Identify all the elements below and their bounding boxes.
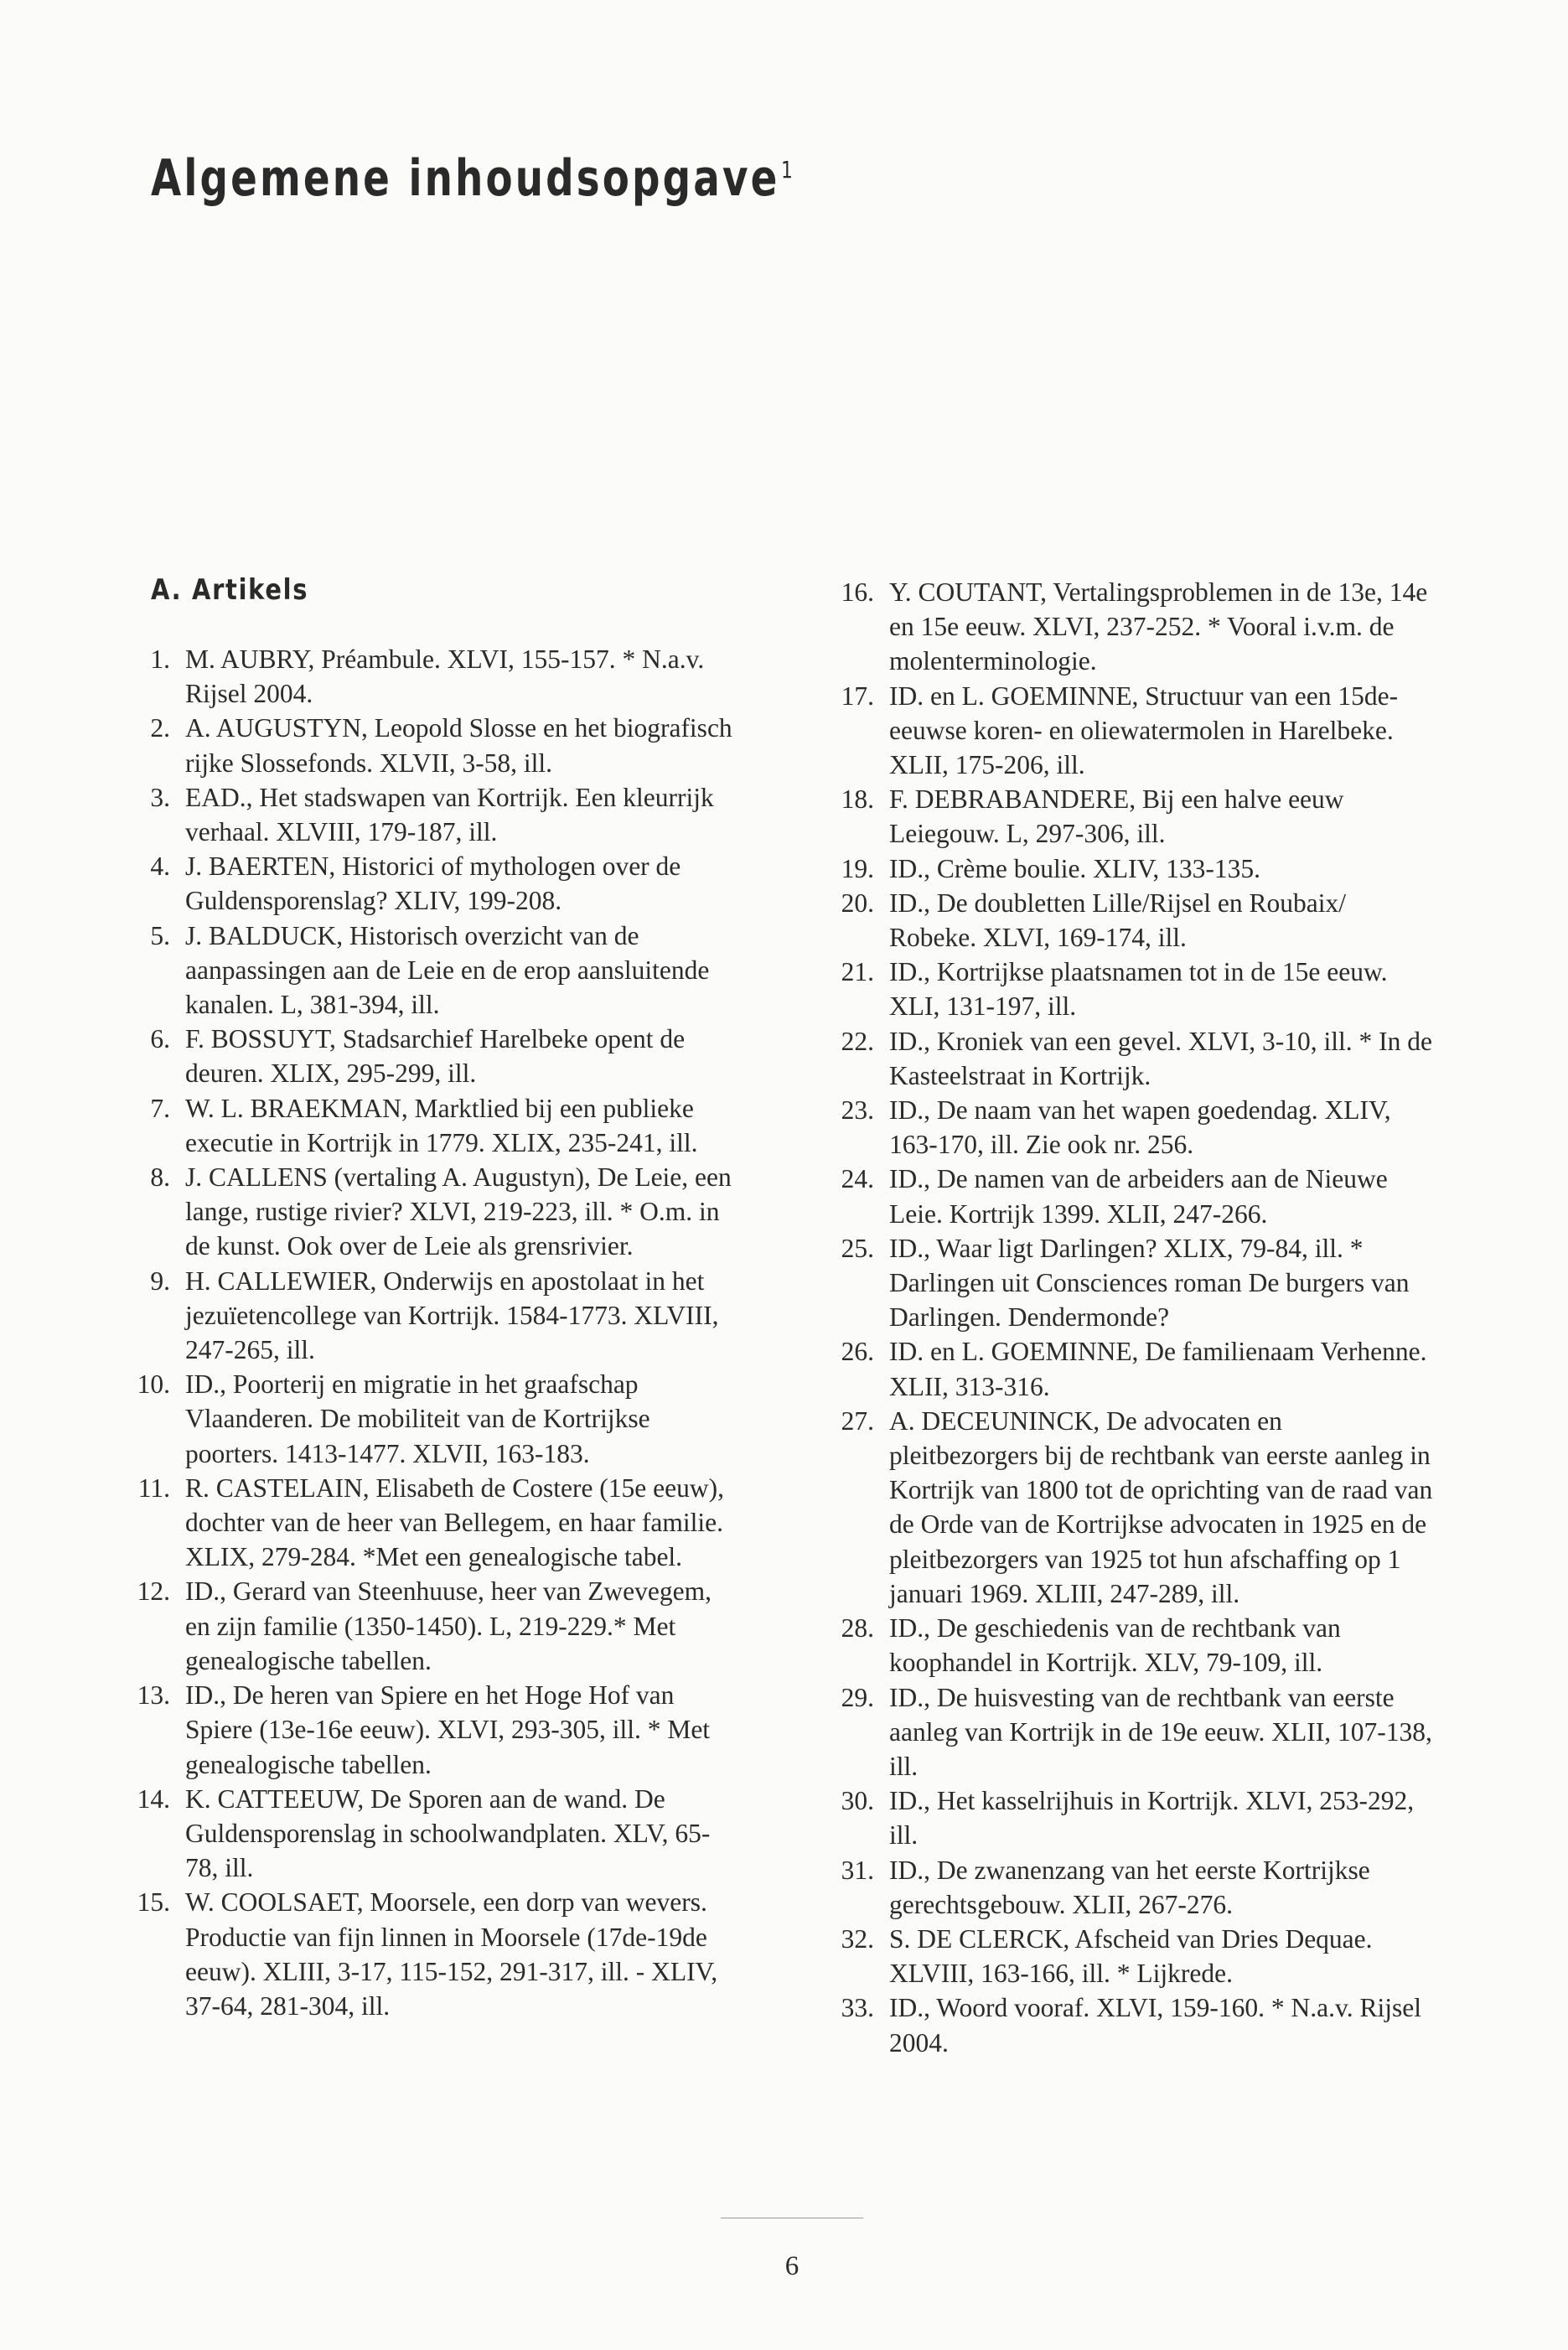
entry-text: J. BAERTEN, Historici of mythologen over de Guldensporenslag? XLIV, 199-208. xyxy=(185,851,681,916)
entry-number: 11. xyxy=(137,1473,170,1503)
entry-text: ID., Poorterij en migratie in het graafschap Vlaanderen. De mobiliteit van de Kortrijkse poorters. 1413-1477. XLVII, 163-183. xyxy=(185,1369,650,1468)
entry-number: 31. xyxy=(841,1855,874,1885)
entry xyxy=(130,1574,733,1678)
entry-text: A. DECEUNINCK, De advocaten en pleitbezorgers bij de rechtbank van eerste aanleg in Kortrijk van 1800 tot de oprichting van de raad van de Orde van de Kortrijkse advocaten in 1925 en de pleitbezorgers van 1925 tot hun afschaffing op 1 januari 1969. XLIII, 247-289, ill. xyxy=(889,1405,1433,1608)
entry-text: ID., Waar ligt Darlingen? XLIX, 79-84, ill. * Darlingen uit Consciences roman De burgers van Darlingen. Dendermonde? xyxy=(889,1233,1410,1333)
entry xyxy=(834,1853,1437,1922)
entry-text: A. AUGUSTYN, Leopold Slosse en het biografisch rijke Slossefonds. XLVII, 3-58, ill. xyxy=(185,713,732,778)
entry xyxy=(834,575,1437,679)
entry-number: 2. xyxy=(150,713,170,743)
entry-number: 8. xyxy=(150,1162,170,1193)
entry xyxy=(834,1024,1437,1093)
entry-number: 33. xyxy=(841,1993,874,2023)
entry xyxy=(834,1990,1437,2059)
entry-text: ID., Kortrijkse plaatsnamen tot in de 15e eeuw. XLI, 131-197, ill. xyxy=(889,957,1388,1022)
entry xyxy=(834,955,1437,1023)
entry-text: ID., Kroniek van een gevel. XLVI, 3-10, ill. * In de Kasteelstraat in Kortrijk. xyxy=(889,1026,1432,1090)
entry-text: F. DEBRABANDERE, Bij een halve eeuw Leiegouw. L, 297-306, ill. xyxy=(889,784,1344,849)
entry-text: ID., Crème boulie. XLIV, 133-135. xyxy=(889,853,1260,883)
entry-number: 17. xyxy=(841,681,874,711)
entry xyxy=(834,1783,1437,1852)
entry-text: ID., De zwanenzang van het eerste Kortrijkse gerechtsgebouw. XLII, 267-276. xyxy=(889,1855,1370,1919)
entry-number: 27. xyxy=(841,1405,874,1436)
entries-right-column xyxy=(834,575,1437,2060)
entry-number: 9. xyxy=(150,1266,170,1296)
entry-text: ID. en L. GOEMINNE, De familienaam Verhenne. XLII, 313-316. xyxy=(889,1337,1427,1401)
entry xyxy=(834,886,1437,955)
entry-number: 7. xyxy=(150,1093,170,1123)
entry-number: 13. xyxy=(137,1680,170,1711)
entry-number: 26. xyxy=(841,1337,874,1367)
entry-number: 21. xyxy=(841,957,874,987)
entry xyxy=(130,919,733,1022)
entry-number: 28. xyxy=(841,1613,874,1643)
entry-number: 20. xyxy=(841,888,874,918)
entry-number: 24. xyxy=(841,1164,874,1194)
footnote-marker: 1 xyxy=(781,156,793,184)
entry xyxy=(130,1091,733,1160)
entry-number: 15. xyxy=(137,1887,170,1918)
entry xyxy=(834,1680,1437,1784)
entry-text: ID., Het kasselrijhuis in Kortrijk. XLVI, 253-292, ill. xyxy=(889,1786,1415,1850)
entry-number: 23. xyxy=(841,1095,874,1126)
entry-number: 29. xyxy=(841,1682,874,1712)
entry-number: 19. xyxy=(841,853,874,883)
entry-number: 12. xyxy=(137,1576,170,1607)
entry-number: 4. xyxy=(150,851,170,882)
entry xyxy=(130,1264,733,1368)
entry-number: 30. xyxy=(841,1786,874,1816)
entry-text: R. CASTELAIN, Elisabeth de Costere (15e eeuw), dochter van de heer van Bellegem, en haar familie. XLIX, 279-284. *Met een genealogische tabel. xyxy=(185,1473,724,1572)
entry-text: F. BOSSUYT, Stadsarchief Harelbeke opent de deuren. XLIX, 295-299, ill. xyxy=(185,1024,686,1089)
entry-number: 10. xyxy=(137,1369,170,1400)
entry-number: 22. xyxy=(841,1026,874,1056)
entry-text: EAD., Het stadswapen van Kortrijk. Een kleurrijk verhaal. XLVIII, 179-187, ill. xyxy=(185,782,714,847)
entry-number: 32. xyxy=(841,1923,874,1954)
entry-text: ID., De heren van Spiere en het Hoge Hof van Spiere (13e-16e eeuw). XLVI, 293-305, ill. * Met genealogische tabellen. xyxy=(185,1680,711,1779)
entry xyxy=(834,1162,1437,1230)
entry-text: M. AUBRY, Préambule. XLVI, 155-157. * N.a.v. Rijsel 2004. xyxy=(185,644,705,709)
entry-text: H. CALLEWIER, Onderwijs en apostolaat in het jezuïetencollege van Kortrijk. 1584-1773. XLVIII, 247-265, ill. xyxy=(185,1266,719,1365)
entry xyxy=(834,1611,1437,1680)
entry-text: ID. en L. GOEMINNE, Structuur van een 15de-eeuwse koren- en oliewatermolen in Harelbeke. XLII, 175-206, ill. xyxy=(889,681,1399,780)
entry xyxy=(130,1471,733,1575)
entry xyxy=(834,1922,1437,1990)
entry xyxy=(834,1093,1437,1162)
entry xyxy=(130,849,733,918)
entry-number: 14. xyxy=(137,1783,170,1814)
entry xyxy=(130,780,733,849)
entry-number: 3. xyxy=(150,782,170,812)
entry xyxy=(130,642,733,711)
entry-number: 1. xyxy=(150,644,170,674)
entry xyxy=(834,1404,1437,1611)
entry-number: 16. xyxy=(841,577,874,607)
entries-left-column xyxy=(130,642,733,2023)
entry-text: ID., De geschiedenis van de rechtbank van koophandel in Kortrijk. XLV, 79-109, ill. xyxy=(889,1613,1341,1678)
entry-text: K. CATTEEUW, De Sporen aan de wand. De Guldensporenslag in schoolwandplaten. XLV, 65-78, ill. xyxy=(185,1783,711,1883)
entry-number: 18. xyxy=(841,784,874,815)
entry xyxy=(130,1782,733,1886)
entry xyxy=(834,782,1437,851)
entry xyxy=(130,711,733,779)
entry xyxy=(130,1678,733,1782)
page-title xyxy=(151,149,793,208)
entry-text: J. BALDUCK, Historisch overzicht van de aanpassingen aan de Leie en de erop aansluitende kanalen. L, 381-394, ill. xyxy=(185,920,710,1020)
entry-text: ID., De naam van het wapen goedendag. XLIV, 163-170, ill. Zie ook nr. 256. xyxy=(889,1095,1391,1160)
entry xyxy=(834,851,1437,886)
section-heading: A. Artikels xyxy=(151,573,309,607)
entry xyxy=(834,1334,1437,1403)
entry-text: W. L. BRAEKMAN, Marktlied bij een publieke executie in Kortrijk in 1779. XLIX, 235-241, ill. xyxy=(185,1093,698,1157)
entry-text: J. CALLENS (vertaling A. Augustyn), De Leie, een lange, rustige rivier? XLVI, 219-223, ill. * O.m. in de kunst. Ook over de Leie als grensrivier. xyxy=(185,1162,732,1261)
entry-text: ID., De huisvesting van de rechtbank van eerste aanleg van Kortrijk in de 19e eeuw. XLII, 107-138, ill. xyxy=(889,1682,1432,1781)
entry xyxy=(130,1885,733,2023)
entry-text: ID., Gerard van Steenhuuse, heer van Zwevegem, en zijn familie (1350-1450). L, 219-229.* Met genealogische tabellen. xyxy=(185,1576,712,1675)
entry xyxy=(130,1160,733,1264)
entry-text: ID., De doubletten Lille/Rijsel en Roubaix/ Robeke. XLVI, 169-174, ill. xyxy=(889,888,1347,953)
entry-text: ID., De namen van de arbeiders aan de Nieuwe Leie. Kortrijk 1399. XLII, 247-266. xyxy=(889,1164,1388,1229)
page-number: 6 xyxy=(784,2251,800,2281)
page-title-text: Algemene inhoudsopgave xyxy=(151,149,780,208)
entry-number: 5. xyxy=(150,920,170,950)
entry xyxy=(834,1231,1437,1335)
entry-text: W. COOLSAET, Moorsele, een dorp van wevers. Productie van fijn linnen in Moorsele (17de-19de eeuw). XLIII, 3-17, 115-152, 291-317, ill. - XLIV, 37-64, 281-304, ill. xyxy=(185,1887,718,2021)
entry xyxy=(130,1367,733,1471)
entry-text: ID., Woord vooraf. XLVI, 159-160. * N.a.v. Rijsel 2004. xyxy=(889,1993,1421,2058)
entry xyxy=(834,679,1437,783)
entry-number: 25. xyxy=(841,1233,874,1263)
entry-text: S. DE CLERCK, Afscheid van Dries Dequae. XLVIII, 163-166, ill. * Lijkrede. xyxy=(889,1923,1373,1989)
entry xyxy=(130,1022,733,1090)
entry-number: 6. xyxy=(150,1024,170,1054)
entry-text: Y. COUTANT, Vertalingsproblemen in de 13e, 14e en 15e eeuw. XLVI, 237-252. * Vooral i.v.m. de molenterminologie. xyxy=(889,577,1428,676)
